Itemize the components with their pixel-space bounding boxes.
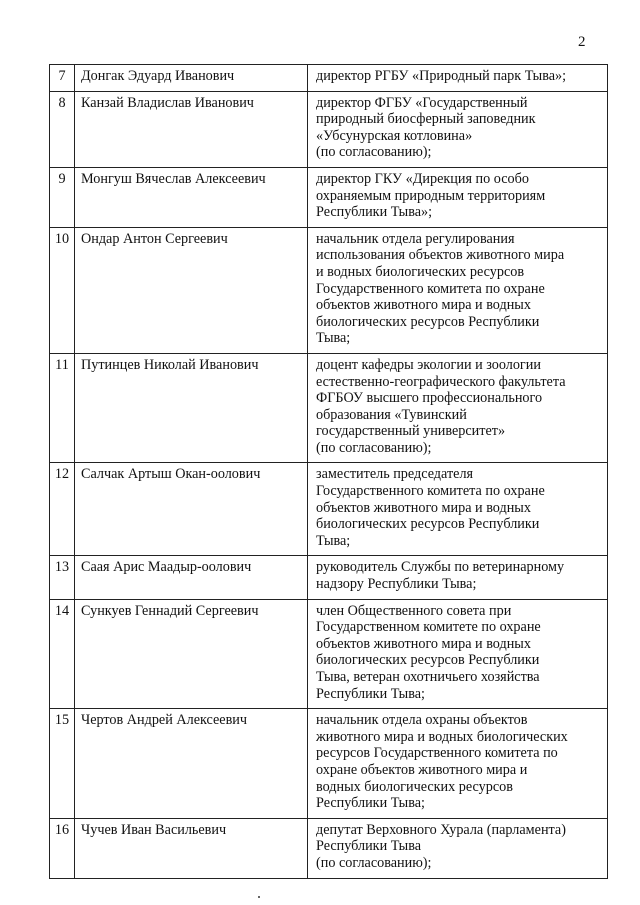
member-position: начальник отдела охраны объектов животного мира и водных биологических ресурсов Государственного комитета по охране объектов животного мира и водных биологических ресурсов Республики Тыва; <box>308 709 608 819</box>
member-position: депутат Верховного Хурала (парламента) Республики Тыва (по согласованию); <box>308 818 608 878</box>
table-row <box>50 91 608 167</box>
members-table-container <box>49 64 608 879</box>
table-row <box>50 65 608 92</box>
member-name: Чертов Андрей Алексеевич <box>75 709 308 819</box>
row-number: 9 <box>50 167 75 227</box>
row-number: 13 <box>50 556 75 599</box>
row-number: 8 <box>50 91 75 167</box>
member-name: Салчак Артыш Окан-оолович <box>75 463 308 556</box>
member-position: директор ГКУ «Дирекция по особо охраняемым природным территориям Республики Тыва»; <box>308 167 608 227</box>
member-name: Сункуев Геннадий Сергеевич <box>75 599 308 709</box>
member-position: член Общественного совета при Государственном комитете по охране объектов животного мира и водных биологических ресурсов Республики Тыва, ветеран охотничьего хозяйства Республики Тыва; <box>308 599 608 709</box>
member-name: Ондар Антон Сергеевич <box>75 227 308 353</box>
member-name: Донгак Эдуард Иванович <box>75 65 308 92</box>
member-name: Путинцев Николай Иванович <box>75 353 308 463</box>
row-number: 7 <box>50 65 75 92</box>
row-number: 12 <box>50 463 75 556</box>
member-name: Саая Арис Маадыр-оолович <box>75 556 308 599</box>
table-row <box>50 556 608 599</box>
member-position: директор РГБУ «Природный парк Тыва»; <box>308 65 608 92</box>
table-row <box>50 167 608 227</box>
row-number: 14 <box>50 599 75 709</box>
member-name: Канзай Владислав Иванович <box>75 91 308 167</box>
member-position: директор ФГБУ «Государственный природный биосферный заповедник «Убсунурская котловина» (по согласованию); <box>308 91 608 167</box>
members-table <box>49 64 608 879</box>
table-row <box>50 353 608 463</box>
page-number: 2 <box>578 34 586 50</box>
table-row <box>50 599 608 709</box>
row-number: 11 <box>50 353 75 463</box>
member-position: начальник отдела регулирования использования объектов животного мира и водных биологических ресурсов Государственного комитета по охране объектов животного мира и водных биологических ресурсов Республики Тыва; <box>308 227 608 353</box>
member-position: руководитель Службы по ветеринарному надзору Республики Тыва; <box>308 556 608 599</box>
table-row <box>50 818 608 878</box>
member-position: доцент кафедры экологии и зоологии естественно-географического факультета ФГБОУ высшего профессионального образования «Тувинский государственный университет» (по согласованию); <box>308 353 608 463</box>
table-row <box>50 463 608 556</box>
row-number: 10 <box>50 227 75 353</box>
row-number: 15 <box>50 709 75 819</box>
table-row <box>50 227 608 353</box>
member-position: заместитель председателя Государственного комитета по охране объектов животного мира и водных биологических ресурсов Республики Тыва; <box>308 463 608 556</box>
member-name: Чучев Иван Васильевич <box>75 818 308 878</box>
row-number: 16 <box>50 818 75 878</box>
table-row <box>50 709 608 819</box>
scan-speck <box>258 896 260 898</box>
member-name: Монгуш Вячеслав Алексеевич <box>75 167 308 227</box>
